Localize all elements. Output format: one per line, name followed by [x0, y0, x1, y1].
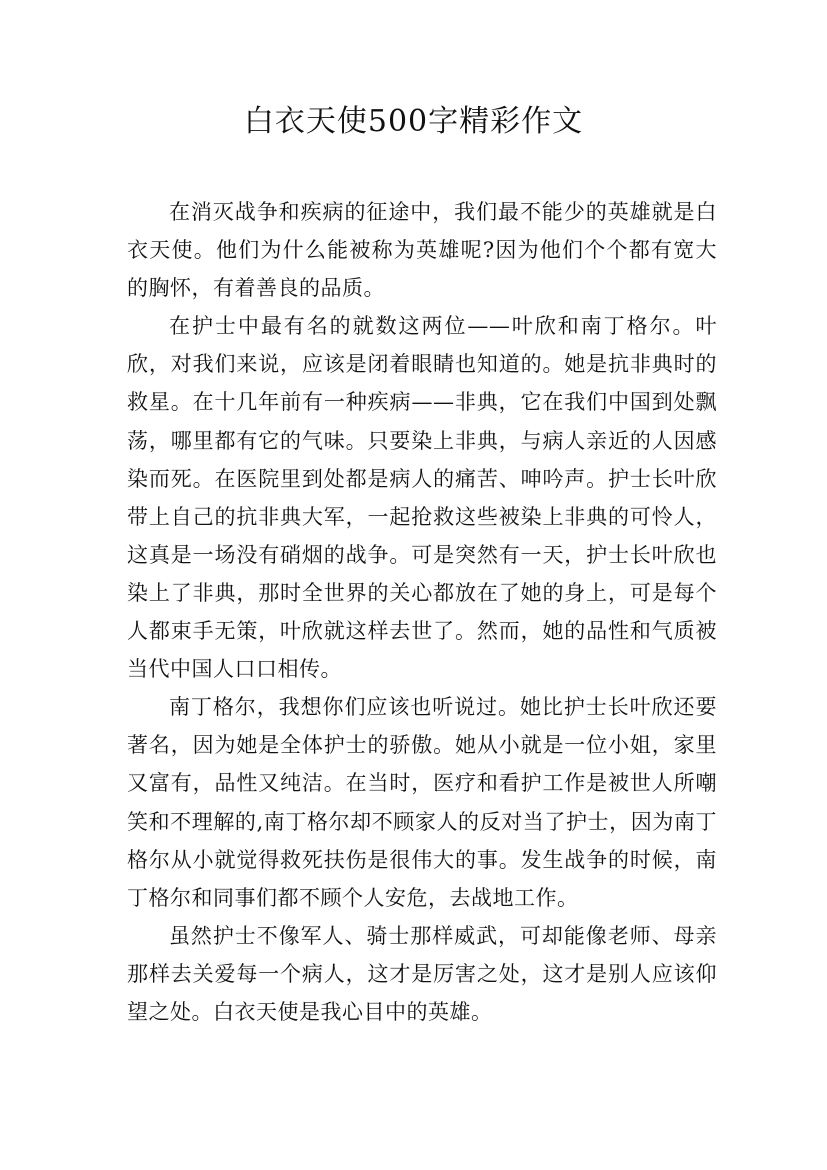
paragraph-4: 虽然护士不像军人、骑士那样威武，可却能像老师、母亲那样去关爱每一个病人，这才是厉害之处，这才是别人应该仰望之处。白衣天使是我心目中的英雄。: [127, 923, 717, 1024]
document-body: [127, 193, 717, 1031]
paragraph-1: 在消灭战争和疾病的征途中，我们最不能少的英雄就是白衣天使。他们为什么能被称为英雄呢?因为他们个个都有宽大的胸怀，有着善良的品质。: [127, 200, 717, 301]
document-title: 白衣天使500字精彩作文: [243, 104, 584, 139]
paragraph-3: 南丁格尔，我想你们应该也听说过。她比护士长叶欣还要著名，因为她是全体护士的骄傲。她从小就是一位小姐，家里又富有，品性又纯洁。在当时，医疗和看护工作是被世人所嘲笑和不理解的,南丁格尔却不顾家人的反对当了护士，因为南丁格尔从小就觉得救死扶伤是很伟大的事。发生战争的时候，南丁格尔和同事们都不顾个人安危，去战地工作。: [127, 695, 717, 910]
paragraph-2: 在护士中最有名的就数这两位——叶欣和南丁格尔。叶欣，对我们来说，应该是闭着眼睛也知道的。她是抗非典时的救星。在十几年前有一种疾病——非典，它在我们中国到处飘荡，哪里都有它的气味。只要染上非典，与病人亲近的人因感染而死。在医院里到处都是病人的痛苦、呻吟声。护士长叶欣带上自己的抗非典大军，一起抢救这些被染上非典的可怜人，这真是一场没有硝烟的战争。可是突然有一天，护士长叶欣也染上了非典，那时全世界的关心都放在了她的身上，可是每个人都束手无策，叶欣就这样去世了。然而，她的品性和气质被当代中国人口口相传。: [127, 314, 717, 682]
